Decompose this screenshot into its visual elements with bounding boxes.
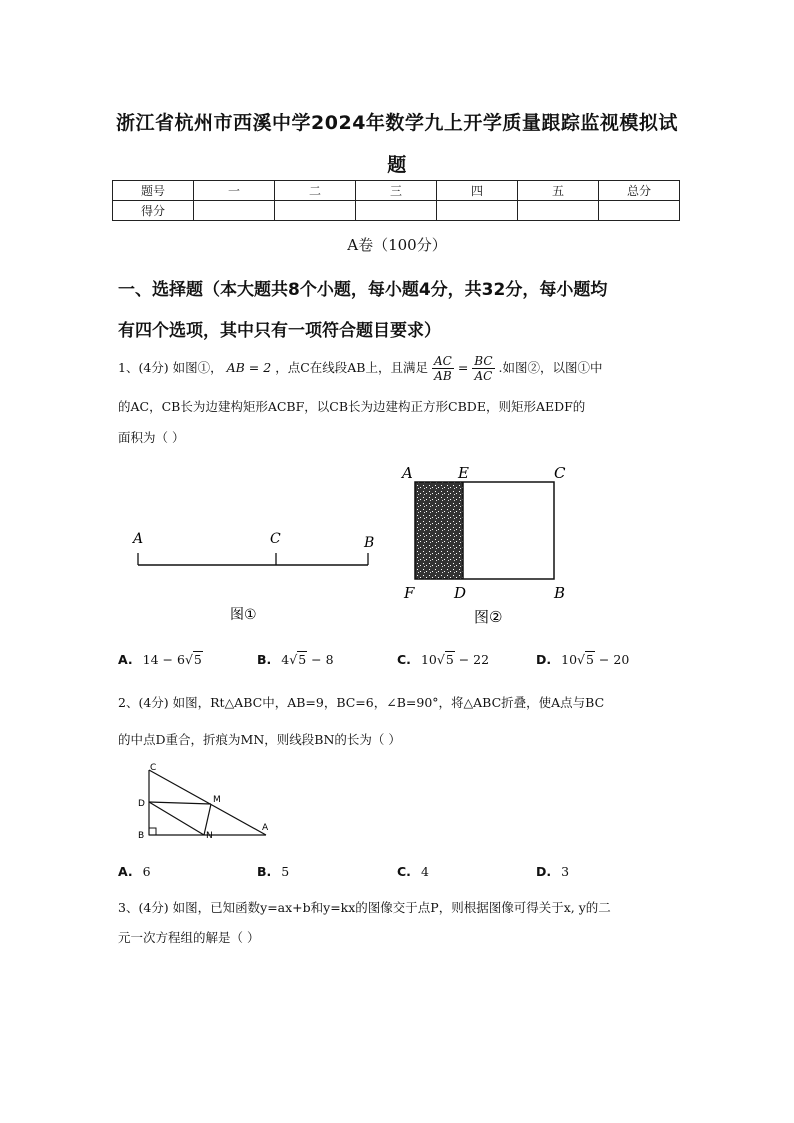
option-pre: 4: [281, 652, 290, 667]
shaded-rect-aedf: [415, 482, 463, 579]
label-c: C: [150, 763, 157, 773]
label-d: D: [138, 799, 145, 809]
option-pre: 14 − 6: [142, 652, 185, 667]
option-letter: D.: [536, 864, 552, 879]
option-value: 5: [281, 864, 290, 879]
q1-mid: ，点C在线段AB上，且满足: [275, 360, 428, 375]
score-header-cell: 题号: [113, 181, 194, 201]
label-e: E: [458, 464, 469, 482]
option-letter: A.: [118, 864, 133, 879]
doc-title-line2: 题: [387, 154, 407, 176]
q2-option-b[interactable]: [257, 864, 289, 879]
q1-line1: [118, 349, 602, 387]
option-value: 6: [142, 864, 151, 879]
q1-line3: 面积为（ ）: [118, 430, 185, 445]
q1-option-d[interactable]: D. 10√5 − 20: [536, 652, 630, 667]
line-dn: [149, 802, 204, 835]
q1-figure-1: [128, 525, 388, 630]
label-b: B: [554, 584, 566, 602]
q1-equals: =: [457, 360, 469, 375]
score-cell[interactable]: [437, 201, 518, 221]
q1-fraction-1: [432, 354, 454, 383]
q2-line2: 的中点D重合，折痕为MN，则线段BN的长为（ ）: [118, 732, 401, 747]
option-post: − 20: [594, 652, 630, 667]
option-radicand: 5: [298, 652, 307, 667]
q3-line2: 元一次方程组的解是（ ）: [118, 930, 260, 945]
q1-prefix: 1、(4分) 如图①，: [118, 360, 223, 375]
label-f: F: [404, 584, 415, 602]
fig1-caption: 图①: [230, 607, 257, 623]
score-header-cell: 四: [437, 181, 518, 201]
label-a: A: [133, 531, 144, 547]
q1-tail: .如图②，以图①中: [498, 360, 603, 375]
label-d: D: [454, 584, 467, 602]
score-cell[interactable]: [275, 201, 356, 221]
option-letter: D.: [536, 652, 552, 667]
score-header-cell: 二: [275, 181, 356, 201]
q2-line1: 2、(4分) 如图，Rt△ABC中，AB=9，BC=6，∠B=90°，将△ABC折叠，使A点与BC: [118, 695, 605, 710]
frac2-den: AC: [474, 369, 493, 383]
right-angle-mark: [149, 828, 156, 835]
option-post: − 22: [454, 652, 490, 667]
option-radicand: 5: [193, 652, 202, 667]
label-n: N: [206, 831, 213, 841]
option-value: 4: [420, 864, 429, 879]
label-a: A: [402, 464, 413, 482]
score-header-cell: 一: [194, 181, 275, 201]
q1-option-b[interactable]: B. 4√5 − 8: [257, 652, 334, 667]
q1-ab-eq: AB = 2: [226, 360, 272, 375]
option-letter: A.: [118, 652, 133, 667]
option-letter: C.: [397, 652, 411, 667]
q2-figure: [134, 760, 279, 842]
score-header-cell: 五: [518, 181, 599, 201]
label-c: C: [270, 531, 281, 547]
q2-option-a[interactable]: [118, 864, 151, 879]
q1-option-c[interactable]: C. 10√5 − 22: [397, 652, 490, 667]
section1-line1: 一、选择题（本大题共8个小题，每小题4分，共32分，每小题均: [118, 280, 608, 300]
option-value: 3: [561, 864, 570, 879]
line-dm: [149, 802, 211, 804]
frac2-num: BC: [474, 354, 493, 368]
label-b: B: [138, 831, 145, 841]
score-row-label: 得分: [113, 201, 194, 221]
score-table-header-row: [113, 181, 680, 201]
label-c: C: [554, 464, 566, 482]
q2-option-d[interactable]: [536, 864, 569, 879]
q1-figure-2: [398, 460, 578, 630]
label-b: B: [364, 535, 375, 551]
frac1-den: AB: [434, 369, 452, 383]
score-header-cell: 三: [356, 181, 437, 201]
volume-heading: A卷（100分）: [347, 236, 447, 254]
score-cell[interactable]: [518, 201, 599, 221]
frac1-num: AC: [433, 354, 452, 368]
q3-line1: 3、(4分) 如图，已知函数y=ax+b和y=kx的图像交于点P，则根据图像可得关于x, y的二: [118, 900, 611, 915]
section1-line2: 有四个选项，其中只有一项符合题目要求）: [118, 321, 441, 341]
option-letter: C.: [397, 864, 411, 879]
option-letter: B.: [257, 864, 272, 879]
option-radicand: 5: [445, 652, 454, 667]
label-m: M: [213, 795, 221, 805]
score-table: [112, 180, 680, 221]
q1-line2: 的AC，CB长为边建构矩形ACBF，以CB长为边建构正方形CBDE，则矩形AEDF的: [118, 399, 586, 414]
score-header-cell: 总分: [599, 181, 680, 201]
score-cell[interactable]: [599, 201, 680, 221]
option-letter: B.: [257, 652, 272, 667]
label-a: A: [262, 823, 269, 833]
score-cell[interactable]: [194, 201, 275, 221]
score-cell[interactable]: [356, 201, 437, 221]
option-radicand: 5: [586, 652, 594, 667]
q1-option-a[interactable]: A. 14 − 6√5: [118, 652, 202, 667]
doc-title-line1: 浙江省杭州市西溪中学2024年数学九上开学质量跟踪监视模拟试: [116, 112, 678, 134]
option-pre: 10: [561, 652, 578, 667]
option-pre: 10: [420, 652, 437, 667]
option-post: − 8: [307, 652, 334, 667]
fig2-caption: 图②: [474, 608, 503, 626]
q1-fraction-2: [472, 354, 494, 383]
q2-option-c[interactable]: [397, 864, 429, 879]
score-table-score-row: [113, 201, 680, 221]
